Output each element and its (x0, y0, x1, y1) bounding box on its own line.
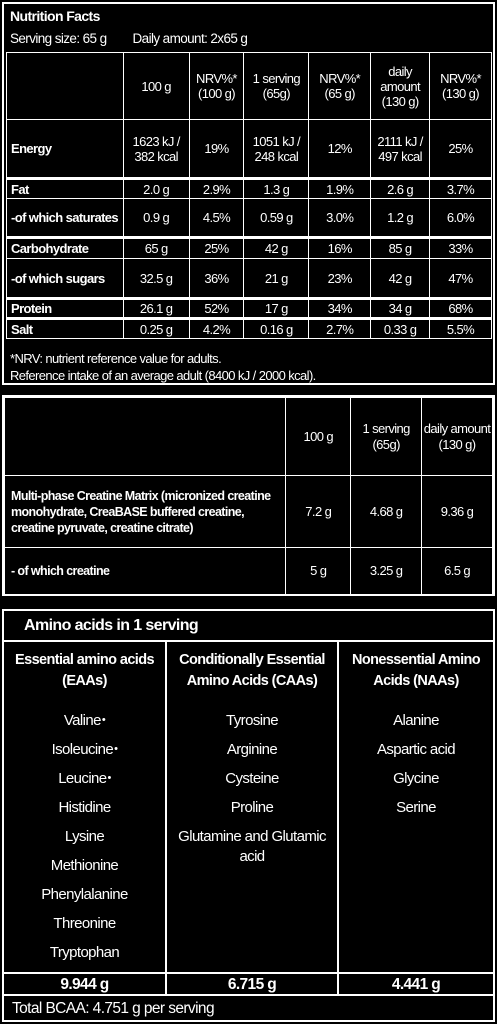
caa-column (167, 642, 339, 972)
table-row (5, 476, 493, 548)
header-cell: 100 g (286, 398, 351, 476)
footnote-nrv: *NRV: nutrient reference value for adults. (10, 351, 222, 366)
list-item: Valine• (63, 712, 106, 729)
cell: 36% (189, 259, 244, 299)
creatine-panel (2, 395, 495, 596)
cell: 34 g (371, 299, 430, 319)
cell: 1.9% (309, 179, 371, 199)
footnote-reference: Reference intake of an average adult (8400 kJ / 2000 kcal). (10, 368, 316, 383)
cell: 12% (309, 120, 371, 179)
table-header-row (5, 398, 493, 476)
cell: 25% (189, 238, 244, 259)
serving-size: Serving size: 65 g (10, 31, 107, 46)
cell: 0.33 g (371, 319, 430, 339)
table-row (7, 199, 492, 238)
amino-list (339, 706, 493, 822)
cell: 42 g (371, 259, 430, 299)
cell: 33% (430, 238, 492, 259)
header-cell: daily amount (130 g) (371, 53, 430, 120)
cell: 1.3 g (244, 179, 309, 199)
cell: 4.2% (189, 319, 244, 339)
cell: 2.7% (309, 319, 371, 339)
list-item: Isoleucine• (51, 741, 118, 758)
list-item: Alanine (393, 712, 439, 729)
table-row (7, 238, 492, 259)
naa-total: 4.441 g (391, 976, 441, 993)
cell: 6.0% (430, 199, 492, 238)
table-row (5, 548, 493, 595)
cell: 0.25 g (123, 319, 189, 339)
table-row (7, 319, 492, 339)
header-cell: 1 serving (65g) (351, 398, 422, 476)
table-row (7, 259, 492, 299)
cell: 7.2 g (286, 476, 351, 548)
nrv-footnote (10, 350, 316, 384)
nutrition-title: Nutrition Facts (10, 8, 100, 24)
daily-amount: Daily amount: 2x65 g (132, 31, 248, 46)
cell: 65 g (123, 238, 189, 259)
cell: 1623 kJ / 382 kcal (123, 120, 189, 179)
eaa-column (4, 642, 167, 972)
amino-list (4, 706, 165, 967)
creatine-table (4, 397, 493, 595)
list-item: Glutamine and Glutamic acid (178, 828, 326, 865)
cell: 0.59 g (244, 199, 309, 238)
cell: 3.25 g (351, 548, 422, 595)
bcaa-dot-icon: • (114, 743, 118, 755)
header-cell: daily amount (130 g) (422, 398, 493, 476)
header-cell: NRV%* (100 g) (189, 53, 244, 120)
header-cell: 1 serving (65g) (244, 53, 309, 120)
cell: 21 g (244, 259, 309, 299)
row-label: Energy (7, 120, 124, 179)
cell: 5.5% (430, 319, 492, 339)
cell: 25% (430, 120, 492, 179)
header-cell: 100 g (123, 53, 189, 120)
row-label: Multi-phase Creatine Matrix (micronized creatine monohydrate, CreaBASE buffered creatine, creatine pyruvate, creatine citrate) (5, 476, 286, 548)
list-item: Glycine (393, 770, 439, 787)
list-item: Lysine (64, 828, 105, 845)
cell: 32.5 g (123, 259, 189, 299)
cell: 17 g (244, 299, 309, 319)
list-item: Methionine (50, 857, 119, 874)
total-bcaa: Total BCAA: 4.751 g per serving (12, 1000, 214, 1017)
bcaa-dot-icon: • (101, 714, 106, 726)
list-item: Phenylalanine (41, 886, 128, 903)
eaa-total: 9.944 g (4, 974, 167, 996)
amino-acids-panel (2, 609, 495, 1022)
column-heading: Essential amino acids (EAAs) (15, 652, 154, 689)
header-cell: NRV%* (130 g) (430, 53, 492, 120)
row-label: -of which saturates (7, 199, 124, 238)
nutrition-table (6, 52, 492, 339)
list-item: Cysteine (225, 770, 279, 787)
cell: 23% (309, 259, 371, 299)
cell: 2.9% (189, 179, 244, 199)
cell: 5 g (286, 548, 351, 595)
cell: 3.7% (430, 179, 492, 199)
bcaa-dot-icon: • (107, 772, 111, 784)
list-item: Histidine (58, 799, 111, 816)
cell: 42 g (244, 238, 309, 259)
header-cell (5, 398, 286, 476)
naa-column (339, 642, 493, 972)
nutrition-facts-panel (2, 2, 495, 385)
cell: 19% (189, 120, 244, 179)
totals-row (4, 972, 493, 996)
cell: 52% (189, 299, 244, 319)
row-label: - of which creatine (5, 548, 286, 595)
list-item: Tyrosine (226, 712, 278, 729)
header-cell (7, 53, 124, 120)
cell: 4.5% (189, 199, 244, 238)
amino-list (167, 706, 337, 867)
cell: 47% (430, 259, 492, 299)
list-item: Aspartic acid (376, 741, 456, 758)
list-item: Arginine (226, 741, 278, 758)
cell: 68% (430, 299, 492, 319)
cell: 2.0 g (123, 179, 189, 199)
list-item: Serine (396, 799, 436, 816)
serving-info (10, 31, 247, 46)
table-row (7, 179, 492, 199)
cell: 9.36 g (422, 476, 493, 548)
list-item: Threonine (53, 915, 116, 932)
table-header-row (7, 53, 492, 120)
list-item: Tryptophan (49, 944, 120, 961)
cell: 6.5 g (422, 548, 493, 595)
row-label: -of which sugars (7, 259, 124, 299)
row-label: Salt (7, 319, 124, 339)
cell: 0.9 g (123, 199, 189, 238)
cell: 2111 kJ / 497 kcal (371, 120, 430, 179)
cell: 26.1 g (123, 299, 189, 319)
cell: 85 g (371, 238, 430, 259)
caa-total: 6.715 g (167, 974, 339, 996)
table-row (7, 299, 492, 319)
cell: 0.16 g (244, 319, 309, 339)
cell: 2.6 g (371, 179, 430, 199)
cell: 1051 kJ / 248 kcal (244, 120, 309, 179)
column-heading: Conditionally Essential Amino Acids (CAAs) (179, 652, 325, 689)
row-label: Protein (7, 299, 124, 319)
cell: 1.2 g (371, 199, 430, 238)
list-item: Proline (230, 799, 274, 816)
cell: 34% (309, 299, 371, 319)
column-heading: Nonessential Amino Acids (NAAs) (351, 652, 481, 689)
cell: 3.0% (309, 199, 371, 238)
table-row (7, 120, 492, 179)
row-label: Carbohydrate (7, 238, 124, 259)
cell: 4.68 g (351, 476, 422, 548)
row-label: Fat (7, 179, 124, 199)
header-cell: NRV%* (65 g) (309, 53, 371, 120)
amino-title: Amino acids in 1 serving (4, 611, 493, 642)
cell: 16% (309, 238, 371, 259)
list-item: Leucine• (58, 770, 111, 787)
